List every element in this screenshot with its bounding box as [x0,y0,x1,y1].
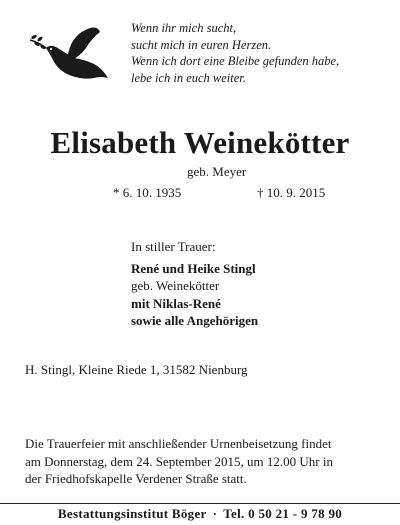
poem-line: Wenn ich dort eine Bleibe gefunden habe, [131,54,340,69]
footer-bar [0,503,400,525]
contact-address: H. Stingl, Kleine Riede 1, 31582 Nienburg [25,362,248,377]
notice-line: am Donnerstag, dem 24. September 2015, um 12.00 Uhr in [25,453,333,469]
poem [131,20,391,86]
notice-line: der Friedhofskapelle Verdener Straße statt. [25,471,247,486]
mourners-intro: In stiller Trauer: [131,239,216,254]
mourner-line: René und Heike Stingl [131,260,256,276]
notice-line: Die Trauerfeier mit anschließender Urnenbeisetzung findet [25,436,332,451]
poem-line: sucht mich in euren Herzen. [131,37,272,52]
funeral-home-phone: Tel. 0 50 21 - 9 78 90 [223,506,343,521]
deceased-name: Elisabeth Weinekötter [50,125,350,160]
mourners-block [131,238,258,330]
dove-icon [28,20,110,86]
mourner-line: sowie alle Angehörigen [131,313,259,328]
funeral-notice [25,435,385,488]
death-date: † 10. 9. 2015 [257,185,326,200]
footer-separator: · [212,506,218,521]
birth-name: geb. Meyer [187,164,247,179]
funeral-home-name: Bestattungsinstitut Böger [57,506,207,521]
mourner-line: mit Niklas-René [131,295,221,311]
birth-date: * 6. 10. 1935 [113,185,182,200]
poem-line: Wenn ihr mich sucht, [131,21,237,35]
mourner-line: geb. Weinekötter [131,278,220,293]
poem-line: lebe ich in euch weiter. [131,70,246,85]
